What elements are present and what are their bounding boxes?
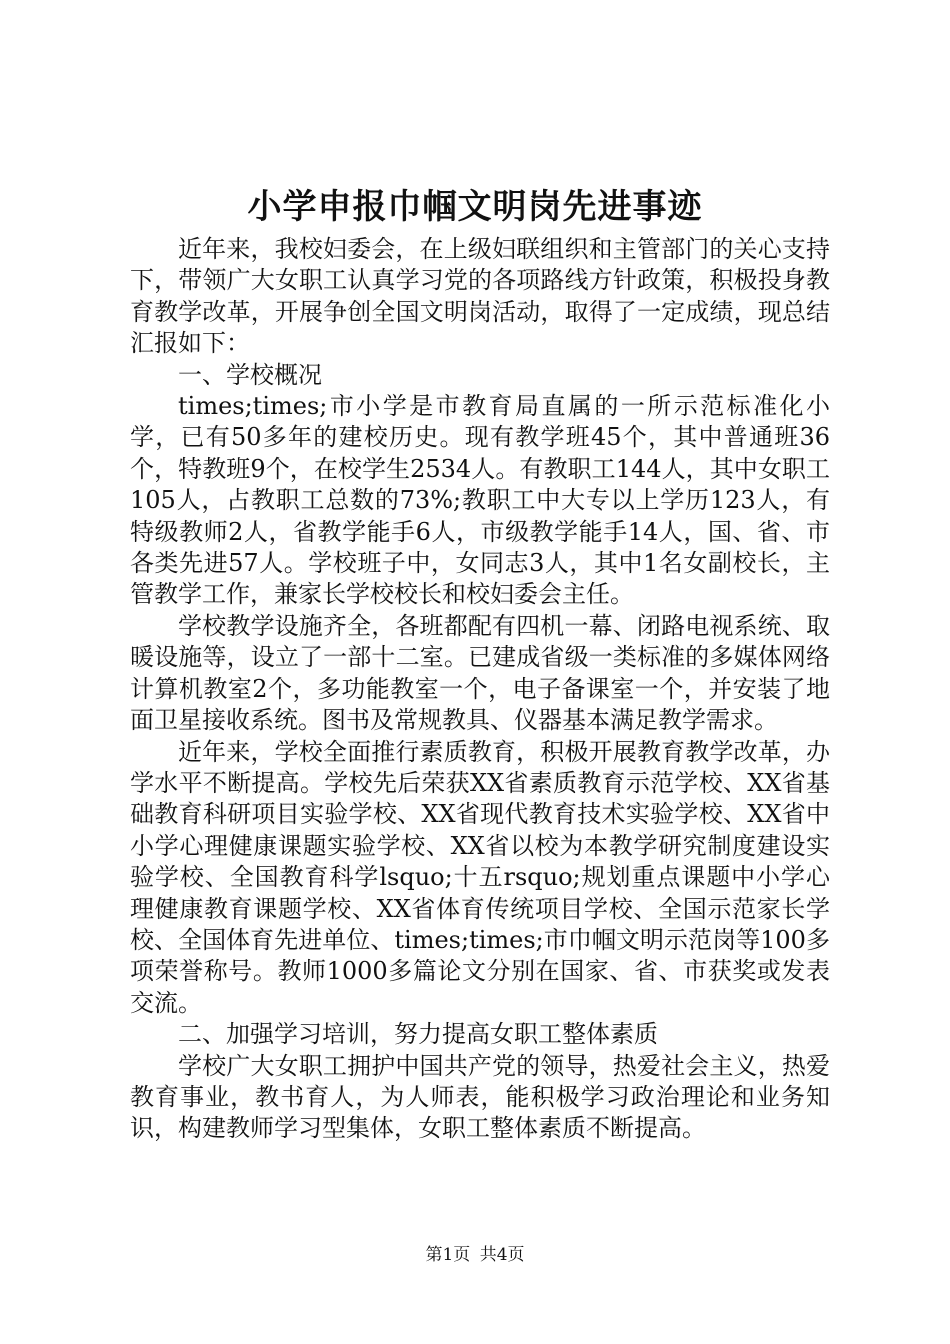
page-footer [0,1244,950,1266]
document-body [130,234,830,1145]
paragraph-staff-quality: 学校广大女职工拥护中国共产党的领导，热爱社会主义，热爱教育事业，教书育人，为人师表，能积极学习政治理论和业务知识，构建教师学习型集体，女职工整体素质不断提高。 [130,1051,830,1143]
section-heading-school-overview: 一、学校概况 [178,360,322,389]
paragraph-honors: 近年来，学校全面推行素质教育，积极开展教育教学改革，办学水平不断提高。学校先后荣获XX省素质教育示范学校、XX省基础教育科研项目实验学校、XX省现代教育技术实验学校、XX省中小学心理健康课题实验学校、XX省以校为本教学研究制度建设实验学校、全国教育科学lsquo;十五rsquo;规划重点课题中小学心理健康教育课题学校、XX省体育传统项目学校、全国示范家长学校、全国体育先进单位、times;times;市巾帼文明示范岗等100多项荣誉称号。教师1000多篇论文分别在国家、省、市获奖或发表交流。 [130,737,830,1017]
page-total: 共4页 [479,1245,525,1265]
document-title: 小学申报巾帼文明岗先进事迹 [247,187,703,227]
page-number: 第1页 [425,1245,471,1265]
paragraph-intro: 近年来，我校妇委会，在上级妇联组织和主管部门的关心支持下，带领广大女职工认真学习党的各项路线方针政策，积极投身教育教学改革，开展争创全国文明岗活动，取得了一定成绩，现总结汇报如下： [130,235,830,358]
paragraph-facilities: 学校教学设施齐全，各班都配有四机一幕、闭路电视系统、取暖设施等，设立了一部十二室。已建成省级一类标准的多媒体网络计算机教室2个，多功能教室一个，电子备课室一个，并安装了地面卫星接收系统。图书及常规教具、仪器基本满足教学需求。 [130,611,830,735]
section-heading-training: 二、加强学习培训，努力提高女职工整体素质 [178,1020,658,1049]
paragraph-school-profile: times;times;市小学是市教育局直属的一所示范标准化小学，已有50多年的建校历史。现有教学班45个，其中普通班36个，特教班9个，在校学生2534人。有教职工144人，其中女职工105人，占教职工总数的73%;教职工中大专以上学历123人，有特级教师2人，省教学能手6人，市级教学能手14人，国、省、市各类先进57人。学校班子中，女同志3人，其中1名女副校长，主管教学工作，兼家长学校校长和校妇委会主任。 [130,392,830,609]
